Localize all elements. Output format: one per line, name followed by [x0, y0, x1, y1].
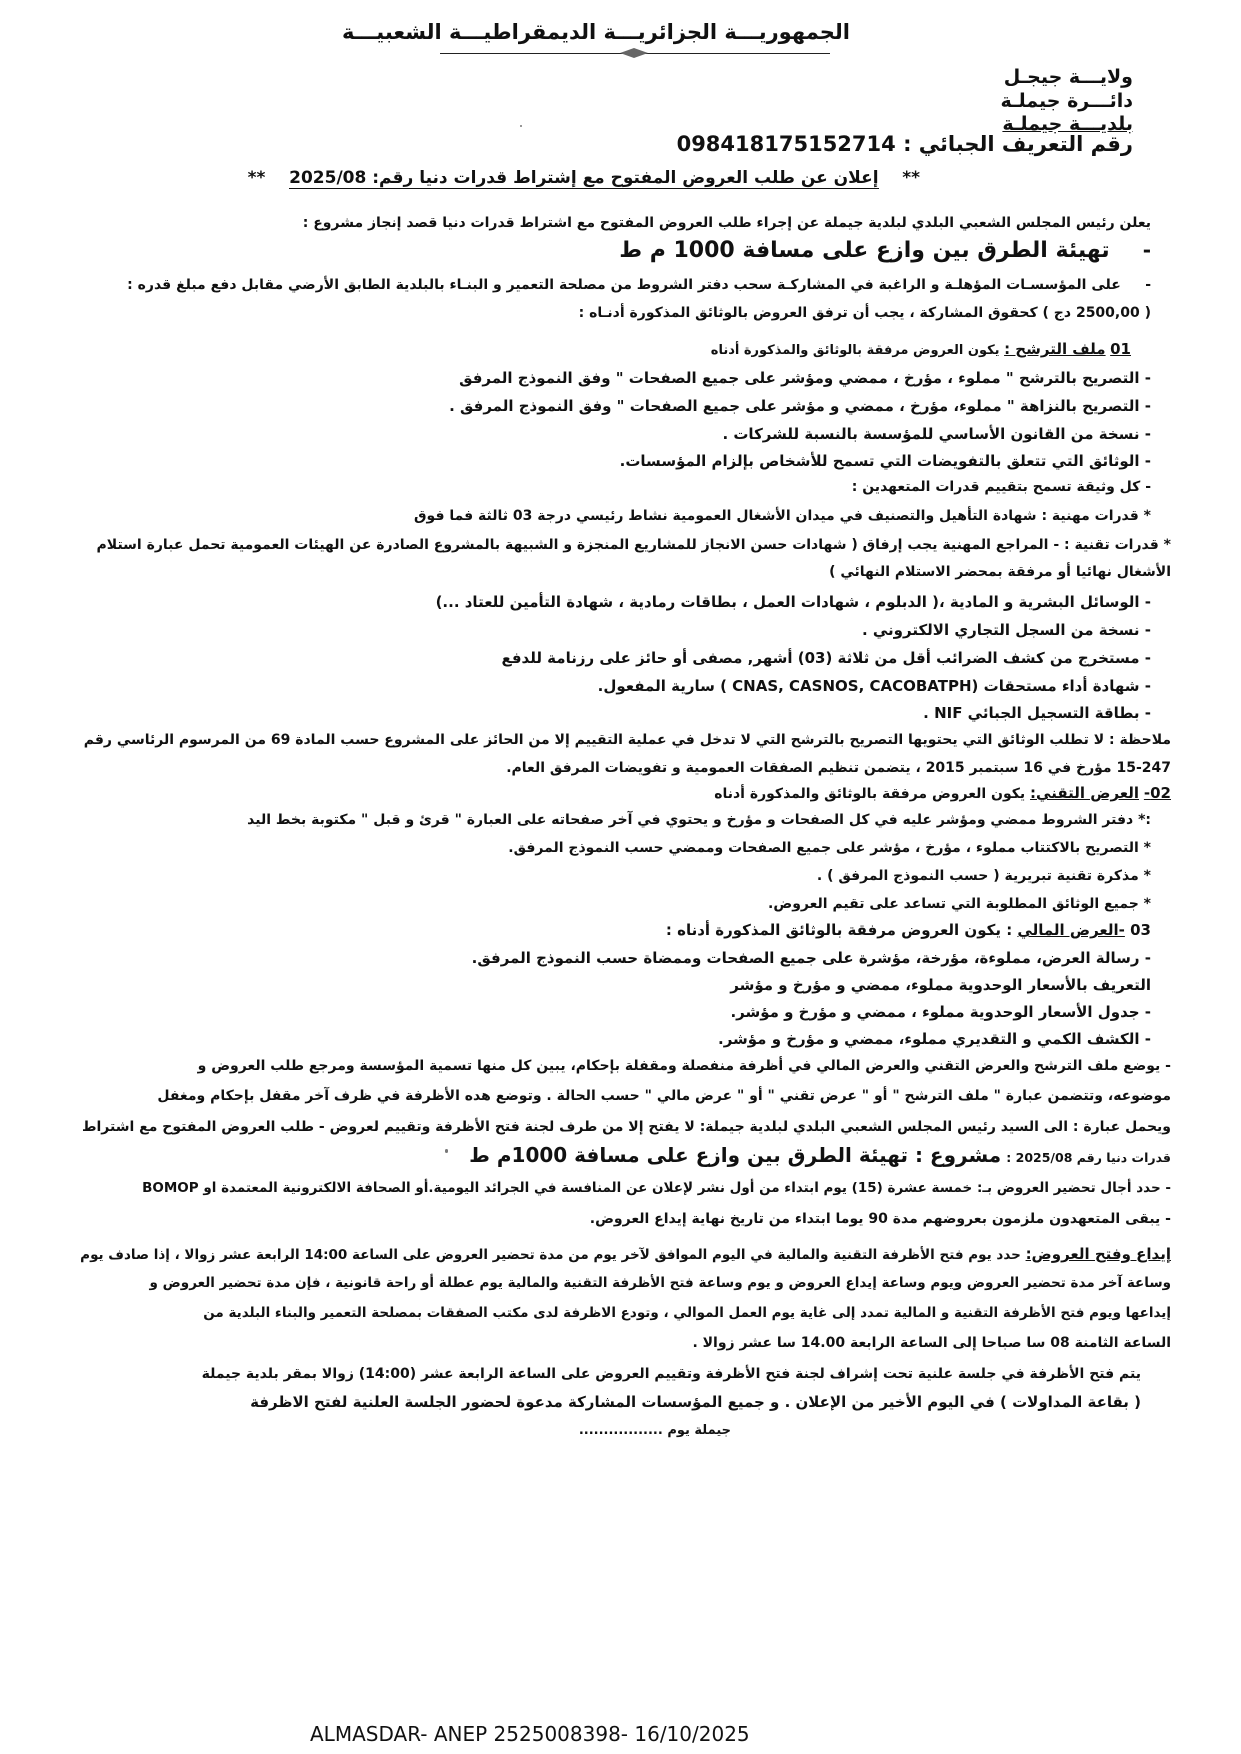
scan-speck: [520, 125, 522, 127]
section-2-heading: [714, 784, 1171, 802]
deposit-heading: إيداع وفتح العروض:: [1025, 1245, 1171, 1263]
deposit-line: وساعة آخر مدة تحضير العروض ويوم وساعة إيداع العروض و يوم وساعة فتح الأظرفة التقنية والمالية يوم عطلة أو راحة قانونية ، فإن مدة تحضير العروض و: [149, 1275, 1171, 1291]
deposit-line: [80, 1245, 1171, 1263]
section-1-subtitle: يكون العروض مرفقة بالوثائق والمذكورة أدناه: [710, 343, 1000, 358]
section-2-item: * التصريح بالاكتتاب مملوء ، مؤرخ ، مؤشر على جميع الصفحات وممضي حسب النموذج المرفق.: [508, 840, 1151, 856]
section-1-item: - كل وثيقة تسمح بتقييم قدرات المتعهدين :: [851, 479, 1151, 495]
opening-line: يتم فتح الأظرفة في جلسة علنية تحت إشراف لجنة فتح الأظرفة وتقييم العروض على الساعة الرابعة عشر (14:00) زوالا بمقر بلدية جيملة: [201, 1366, 1141, 1382]
section-2-number: 02-: [1143, 784, 1171, 802]
envelopes-project-line: [469, 1143, 1171, 1167]
title-stars-start: **: [902, 168, 920, 188]
technical-capacity: * قدرات تقنية : - المراجع المهنية يجب إرفاق ( شهادات حسن الانجاز للمشاريع المنجزة و الشبيهة بالمشروع الصادرة عن الهيئات العمومية تحمل عبارة استلام: [96, 537, 1171, 553]
note-line-cont: 15-247 مؤرخ في 16 سبتمبر 2015 ، يتضمن تنظيم الصفقات العمومية و تفويضات المرفق العام.: [506, 760, 1171, 776]
section-3-heading: [666, 921, 1151, 939]
project-title: تهيئة الطرق بين وازع على مسافة 1000 م ط: [619, 238, 1110, 263]
section-3-title: -العرض المالي: [1017, 921, 1125, 939]
deposit-line: إيداعها ويوم فتح الأظرفة التقنية و المالية تمدد إلى غاية يوم العمل الموالي ، وتودع الاظرفة لدى مكتب الصفقات بمصلحة التعمير والبناء البلدية من: [203, 1305, 1171, 1321]
document-item: - الوسائل البشرية و المادية ،( الدبلوم ، شهادات العمل ، بطاقات رمادية ، شهادة التأمين للعتاد ...): [435, 593, 1151, 611]
fee-line: ( 2500,00 دج ) كحقوق المشاركة ، يجب أن ترفق العروض بالوثائق المذكورة أدنـاه :: [578, 305, 1151, 321]
section-3-item: - الكشف الكمي و التقديري مملوء، ممضي و مؤرخ و مؤشر.: [718, 1030, 1151, 1048]
daira-label: دائـــرة جيملـة: [1000, 90, 1133, 112]
tax-id-label: رقم التعريف الجبائي :: [903, 132, 1133, 156]
intro-line: يعلن رئيس المجلس الشعبي البلدي لبلدية جيملة عن إجراء طلب العروض المفتوح مع اشتراط قدرات دنيا قصد إنجاز مشروع :: [302, 215, 1151, 231]
participation-line: [127, 277, 1151, 293]
section-1-item: - التصريح بالترشح " مملوء ، مؤرخ ، ممضي ومؤشر على جميع الصفحات " وفق النموذج المرفق: [459, 369, 1151, 387]
document-item: - بطاقة التسجيل الجبائي NIF .: [923, 704, 1151, 722]
section-1-item: - التصريح بالنزاهة " مملوء، مؤرخ ، ممضي و مؤشر على جميع الصفحات " وفق النموذج المرفق .: [449, 397, 1151, 415]
envelopes-reference: قدرات دنيا رقم 2025/08 :: [1006, 1150, 1171, 1165]
signature-place-date: جيملة يوم .................: [578, 1423, 731, 1438]
section-1-title: ملف الترشح :: [1004, 340, 1106, 358]
section-1-heading: [711, 340, 1131, 358]
diamond-ornament-icon: [620, 48, 648, 58]
tax-id-line: [677, 132, 1133, 156]
scan-speck: [445, 1149, 448, 1153]
deposit-line: الساعة الثامنة 08 سا صباحا إلى الساعة الرابعة 14.00 سا عشر زوالا .: [692, 1335, 1171, 1351]
commune-label: بلديـــة جيملـة: [1002, 113, 1133, 135]
section-3-number: 03: [1130, 921, 1151, 939]
envelopes-line: ويحمل عبارة : الى السيد رئيس المجلس الشعبي البلدي لبلدية جيملة: لا يفتح إلا من طرف لجنة فتح الأظرفة وتقييم لعروض - طلب العروض المفتوح مع اشتراط: [81, 1119, 1171, 1135]
validity-line: - يبقى المتعهدون ملزمون بعروضهم مدة 90 يوما ابتداء من تاريخ نهاية إيداع العروض.: [589, 1211, 1171, 1227]
title-stars-end: **: [247, 168, 266, 188]
deadline-line: - حدد أجال تحضير العروض بـ: خمسة عشرة (15) يوم ابتداء من أول نشر لإعلان عن المنافسة في الجرائد اليومية.أو الصحافة الالكترونية المعتمدة او BOMOP: [142, 1180, 1171, 1196]
section-1-item: - الوثائق التي تتعلق بالتفويضات التي تسمح للأشخاص بإلزام المؤسسات.: [619, 452, 1151, 470]
project-bullet: -: [1142, 238, 1151, 262]
participation-text: على المؤسسـات المؤهلـة و الراغبة في المشاركـة سحب دفتر الشروط من مصلحة التعمير و البنـاء بالبلدية الطابق الأرضي مقابل دفع مبلغ قدره :: [127, 277, 1121, 293]
section-2-item: :* دفتر الشروط ممضي ومؤشر عليه في كل الصفحات و مؤرخ و يحتوي في آخر صفحاته على العبارة " قرئ و قبل " مكتوبة بخط اليد: [247, 812, 1151, 828]
project-line: [619, 238, 1151, 263]
republic-heading: الجمهوريـــة الجزائريـــة الديمقراطيـــة الشعبيـــة: [342, 20, 850, 44]
document-item: - شهادة أداء مستحقات (CNAS, CASNOS, CACOBATPH ) سارية المفعول.: [597, 677, 1151, 695]
section-2-item: * جميع الوثائق المطلوبة التي تساعد على تقيم العروض.: [768, 896, 1151, 912]
section-1-number: 01: [1110, 340, 1131, 358]
section-3-item: - جدول الأسعار الوحدوية مملوء ، ممضي و مؤرخ و مؤشر.: [730, 1003, 1151, 1021]
technical-capacity-cont: الأشغال نهائيا أو مرفقة بمحضر الاستلام النهائي ): [829, 564, 1171, 580]
envelopes-project-title: مشروع : تهيئة الطرق بين وازع على مسافة 1000م ط: [469, 1143, 1002, 1167]
section-3-item: التعريف بالأسعار الوحدوية مملوء، ممضي و مؤرخ و مؤشر: [730, 976, 1151, 994]
section-1-item: - نسخة من القانون الأساسي للمؤسسة بالنسبة للشركات .: [722, 425, 1151, 443]
announcement-title-text: إعلان عن طلب العروض المفتوح مع إشتراط قدرات دنيا رقم: 2025/08: [289, 168, 879, 188]
section-3-subtitle: : يكون العروض مرفقة بالوثائق المذكورة أدناه :: [665, 921, 1013, 939]
section-2-item: * مذكرة تقنية تبريرية ( حسب النموذج المرفق ) .: [816, 868, 1151, 884]
envelopes-line: موضوعه، وتتضمن عبارة " ملف الترشح " أو " عرض تقني " أو " عرض مالي " حسب الحالة . وتوضع هده الأظرفة في ظرف آخر مقفل بإحكام ومغفل: [157, 1088, 1171, 1104]
wilaya-label: ولايـــة جيجـل: [1003, 66, 1133, 88]
publication-reference: ALMASDAR- ANEP 2525008398- 16/10/2025: [310, 1722, 750, 1746]
document-item: - مستخرج من كشف الضرائب أقل من ثلاثة (03) أشهر, مصفى أو حائز على رزنامة للدفع: [501, 649, 1151, 667]
note-line: ملاحظة : لا تطلب الوثائق التي يحتويها التصريح بالترشح التي لا تدخل في عملية التقييم إلا من الحائز على المشروع حسب المادة 69 من المرسوم الرئاسي رقم: [83, 732, 1171, 748]
section-2-subtitle: يكون العروض مرفقة بالوثائق والمذكورة أدناه: [714, 786, 1026, 802]
participation-bullet: -: [1145, 277, 1151, 293]
opening-line: ( بقاعة المداولات ) في اليوم الأخير من الإعلان . و جميع المؤسسات المشاركة مدعوة لحضور الجلسة العلنية لفتح الاظرفة: [250, 1393, 1141, 1411]
section-3-item: - رسالة العرض، مملوءة، مؤرخة، مؤشرة على جميع الصفحات وممضاة حسب النموذج المرفق.: [471, 949, 1151, 967]
professional-capacity: * قدرات مهنية : شهادة التأهيل والتصنيف في ميدان الأشغال العمومية نشاط رئيسي درجة 03 ثالثة فما فوق: [414, 508, 1151, 524]
document-item: - نسخة من السجل التجاري الالكتروني .: [861, 621, 1151, 639]
deposit-text: حدد يوم فتح الأظرفة التقنية والمالية في اليوم الموافق لآخر يوم من مدة تحضير العروض على الساعة 14:00 الرابعة عشر زوالا ، إذا صادف يوم: [80, 1247, 1021, 1263]
envelopes-line: - يوضع ملف الترشح والعرض التقني والعرض المالي في أظرفة منفصلة ومقفلة بإحكام، يبين كل منها تسمية المؤسسة ومرجع طلب العروض و: [197, 1058, 1171, 1074]
tax-id-value: 098418175152714: [676, 132, 896, 156]
section-2-title: العرض التقني:: [1030, 784, 1140, 802]
announcement-title: [247, 168, 920, 188]
